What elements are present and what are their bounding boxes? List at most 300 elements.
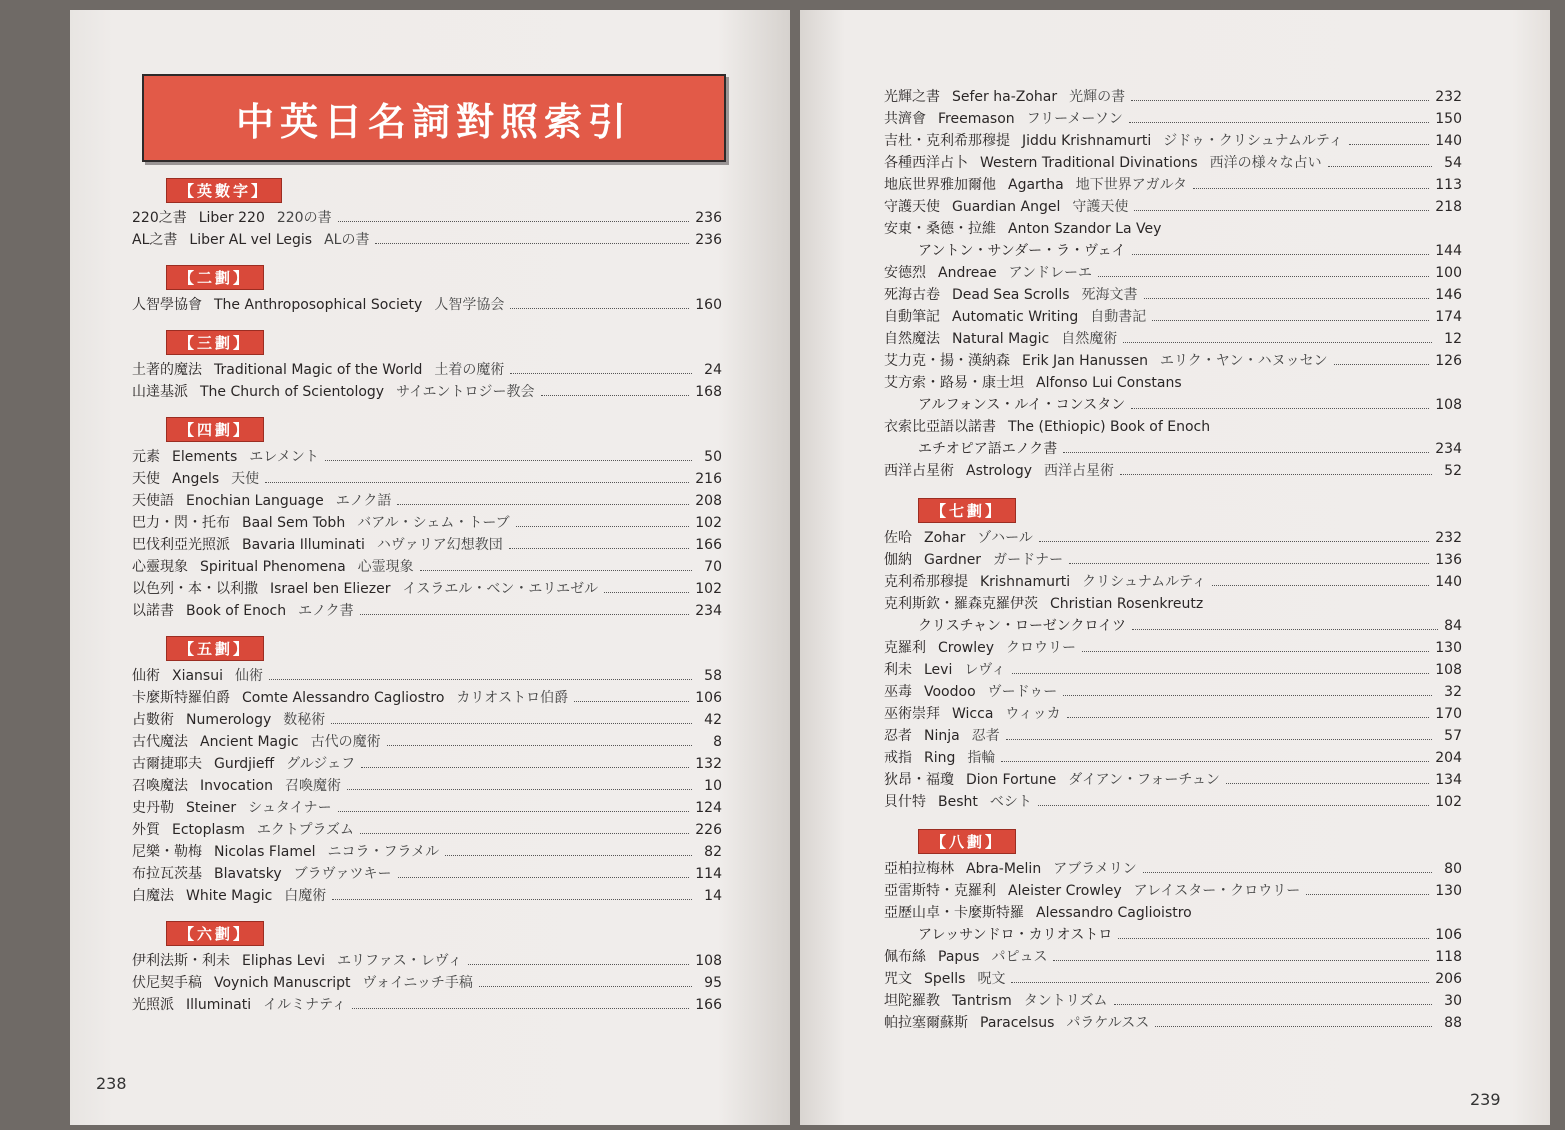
entry-english: Xiansui <box>172 668 223 684</box>
entry-english: Abra-Melin <box>966 861 1042 877</box>
section-heading <box>166 265 722 290</box>
index-entry <box>884 306 1462 328</box>
index-entry <box>132 578 722 600</box>
dot-leader <box>516 526 690 527</box>
entry-page: 106 <box>695 690 722 706</box>
index-entry <box>132 468 722 490</box>
right-index-column <box>884 86 1462 1034</box>
entry-chinese: 守護天使 <box>884 199 940 215</box>
entry-japanese: 地下世界アガルタ <box>1075 177 1188 193</box>
entry-page: 8 <box>713 734 722 750</box>
entry-japanese: 召喚魔術 <box>284 778 341 794</box>
entry-english: Book of Enoch <box>186 603 287 619</box>
section-heading <box>166 921 722 946</box>
index-entry <box>884 196 1462 218</box>
dot-leader <box>269 679 692 680</box>
entry-page: 146 <box>1435 287 1462 303</box>
entry-japanese: 数秘術 <box>283 712 326 728</box>
index-entry <box>884 108 1462 130</box>
entry-chinese: 光照派 <box>132 997 174 1013</box>
entry-english: Freemason <box>938 111 1015 127</box>
dot-leader <box>479 986 692 987</box>
entry-chinese: 衣索比亞語以諾書 <box>884 419 996 435</box>
index-entry <box>132 775 722 797</box>
entry-chinese: 以諾書 <box>132 603 174 619</box>
index-section <box>884 829 1462 1034</box>
entry-english: Spiritual Phenomena <box>200 559 346 575</box>
index-entry <box>884 218 1462 240</box>
index-entry <box>132 490 722 512</box>
entry-chinese: 艾力克・揚・漢納森 <box>884 353 1010 369</box>
index-section <box>132 265 722 316</box>
entry-chinese: 伊利法斯・利未 <box>132 953 230 969</box>
index-entry-continuation <box>884 615 1462 637</box>
entry-chinese: 地底世界雅加爾他 <box>884 177 996 193</box>
entry-japanese: バアル・シェム・トーブ <box>357 515 510 531</box>
dot-leader <box>1132 254 1430 255</box>
entry-chinese: 克羅利 <box>884 640 926 656</box>
dot-leader <box>541 395 690 396</box>
entry-japanese: エノク語 <box>335 493 392 509</box>
entry-japanese: 守護天使 <box>1072 199 1129 215</box>
index-entry <box>132 972 722 994</box>
entry-chinese: 戒指 <box>884 750 912 766</box>
section-heading <box>166 636 722 661</box>
entry-japanese: イルミナティ <box>263 997 347 1013</box>
entry-english: Besht <box>938 794 978 810</box>
section-label: 【二劃】 <box>166 265 264 290</box>
entry-page: 144 <box>1435 243 1462 259</box>
page-title: 中英日名詞對照索引 <box>235 99 632 144</box>
section-label: 【英數字】 <box>166 178 282 203</box>
index-entry <box>884 527 1462 549</box>
entry-chinese: 占數術 <box>132 712 174 728</box>
section-label: 【四劃】 <box>166 417 264 442</box>
entry-page: 166 <box>695 537 722 553</box>
dot-leader <box>397 504 689 505</box>
section-label: 【三劃】 <box>166 330 264 355</box>
index-entry <box>884 571 1462 593</box>
dot-leader <box>1039 541 1429 542</box>
entry-english: Liber 220 <box>198 210 265 226</box>
entry-page: 206 <box>1435 971 1462 987</box>
entry-chinese: 布拉瓦茨基 <box>132 866 202 882</box>
index-entry-continuation <box>884 438 1462 460</box>
entry-japanese: サイエントロジー教会 <box>396 384 535 400</box>
entry-japanese: イスラエル・ベン・エリエゼル <box>402 581 599 597</box>
entry-japanese: エチオピア語エノク書 <box>918 441 1058 457</box>
index-entry <box>884 990 1462 1012</box>
entry-japanese: 220の書 <box>276 210 332 226</box>
entry-chinese: 艾方索・路易・康士坦 <box>884 375 1024 391</box>
entry-english: Elements <box>172 449 238 465</box>
entry-chinese: 狄昂・福瓊 <box>884 772 954 788</box>
entry-chinese: 安德烈 <box>884 265 926 281</box>
index-entry <box>132 797 722 819</box>
dot-leader <box>265 482 689 483</box>
entry-chinese: 吉杜・克利希那穆提 <box>884 133 1010 149</box>
entry-chinese: 人智學協會 <box>132 297 202 313</box>
entry-english: Aleister Crowley <box>1008 883 1122 899</box>
entry-chinese: 光輝之書 <box>884 89 940 105</box>
index-entry <box>884 703 1462 725</box>
entry-chinese: 自然魔法 <box>884 331 940 347</box>
entry-japanese: ジドゥ・クリシュナムルティ <box>1163 133 1343 149</box>
entry-japanese: 天使 <box>231 471 260 487</box>
entry-english: Jiddu Krishnamurti <box>1022 133 1152 149</box>
entry-english: Astrology <box>966 463 1033 479</box>
entry-japanese: 人智学協会 <box>434 297 505 313</box>
index-entry <box>884 1012 1462 1034</box>
entry-chinese: 外質 <box>132 822 160 838</box>
entry-chinese: 220之書 <box>132 210 187 226</box>
section-heading <box>166 417 722 442</box>
entry-japanese: ハヴァリア幻想教団 <box>376 537 503 553</box>
entry-japanese: 呪文 <box>977 971 1006 987</box>
index-entry <box>884 328 1462 350</box>
dot-leader <box>509 548 690 549</box>
index-entry <box>884 86 1462 108</box>
entry-page: 232 <box>1435 530 1462 546</box>
dot-leader <box>468 964 689 965</box>
index-entry <box>132 819 722 841</box>
entry-page: 95 <box>704 975 722 991</box>
entry-japanese: フリーメーソン <box>1026 111 1123 127</box>
dot-leader <box>604 592 689 593</box>
index-entry <box>884 946 1462 968</box>
entry-english: Erik Jan Hanussen <box>1022 353 1149 369</box>
entry-page: 130 <box>1435 640 1462 656</box>
entry-japanese: パラケルスス <box>1066 1015 1150 1031</box>
entry-japanese: ニコラ・フラメル <box>327 844 440 860</box>
index-entry <box>884 902 1462 924</box>
entry-english: The Church of Scientology <box>200 384 385 400</box>
entry-japanese: ガードナー <box>993 552 1064 568</box>
entry-page: 118 <box>1435 949 1462 965</box>
entry-english: Christian Rosenkreutz <box>1050 596 1204 612</box>
entry-japanese: アレッサンドロ・カリオストロ <box>918 927 1113 943</box>
entry-english: Dead Sea Scrolls <box>952 287 1070 303</box>
entry-japanese: ブラヴァツキー <box>293 866 392 882</box>
index-entry <box>884 284 1462 306</box>
entry-english: Comte Alessandro Cagliostro <box>242 690 445 706</box>
entry-chinese: 天使語 <box>132 493 174 509</box>
entry-japanese: 自動書記 <box>1090 309 1147 325</box>
entry-english: Numerology <box>186 712 272 728</box>
entry-chinese: 以色列・本・以利撒 <box>132 581 258 597</box>
entry-page: 226 <box>695 822 722 838</box>
index-entry <box>132 556 722 578</box>
section-label: 【七劃】 <box>918 498 1016 523</box>
entry-english: Levi <box>924 662 953 678</box>
entry-chinese: 忍者 <box>884 728 912 744</box>
entry-english: Paracelsus <box>980 1015 1055 1031</box>
index-entry <box>884 372 1462 394</box>
index-entry <box>132 863 722 885</box>
entry-page: 134 <box>1435 772 1462 788</box>
entry-page: 80 <box>1444 861 1462 877</box>
entry-chinese: 尼樂・勒梅 <box>132 844 202 860</box>
entry-chinese: 土著的魔法 <box>132 362 202 378</box>
entry-japanese: クロウリー <box>1006 640 1077 656</box>
entry-page: 170 <box>1435 706 1462 722</box>
dot-leader <box>398 877 690 878</box>
entry-page: 132 <box>695 756 722 772</box>
index-entry <box>884 725 1462 747</box>
dot-leader <box>1012 673 1430 674</box>
dot-leader <box>338 811 690 812</box>
entry-page: 236 <box>695 232 722 248</box>
dot-leader <box>1132 629 1438 630</box>
index-entry <box>884 791 1462 813</box>
entry-japanese: アレイスター・クロウリー <box>1133 883 1301 899</box>
entry-chinese: 西洋占星術 <box>884 463 954 479</box>
dot-leader <box>331 723 692 724</box>
entry-english: Steiner <box>186 800 237 816</box>
entry-page: 150 <box>1435 111 1462 127</box>
entry-page: 102 <box>695 515 722 531</box>
entry-japanese: アブラメリン <box>1053 861 1137 877</box>
entry-english: Baal Sem Tobh <box>242 515 346 531</box>
entry-japanese: 白魔術 <box>284 888 327 904</box>
entry-japanese: ALの書 <box>324 232 370 248</box>
entry-english: Spells <box>924 971 966 987</box>
entry-japanese: ベシト <box>989 794 1032 810</box>
entry-english: Anton Szandor La Vey <box>1008 221 1162 237</box>
entry-english: Nicolas Flamel <box>214 844 316 860</box>
entry-english: Voodoo <box>924 684 976 700</box>
entry-english: Natural Magic <box>952 331 1050 347</box>
entry-chinese: 亞歷山卓・卡麼斯特羅 <box>884 905 1024 921</box>
entry-page: 100 <box>1435 265 1462 281</box>
index-entry <box>884 416 1462 438</box>
entry-page: 136 <box>1435 552 1462 568</box>
dot-leader <box>1144 298 1430 299</box>
entry-chinese: 共濟會 <box>884 111 926 127</box>
entry-chinese: 自動筆記 <box>884 309 940 325</box>
entry-english: Zohar <box>924 530 966 546</box>
entry-page: 166 <box>695 997 722 1013</box>
dot-leader <box>332 899 692 900</box>
entry-page: 102 <box>1435 794 1462 810</box>
entry-chinese: 召喚魔法 <box>132 778 188 794</box>
entry-english: Automatic Writing <box>952 309 1079 325</box>
dot-leader <box>1131 100 1429 101</box>
entry-english: Western Traditional Divinations <box>980 155 1198 171</box>
entry-english: Andreae <box>938 265 997 281</box>
entry-japanese: 仙術 <box>235 668 263 684</box>
right-sections <box>884 498 1462 1034</box>
entry-chinese: 白魔法 <box>132 888 174 904</box>
entry-page: 82 <box>704 844 722 860</box>
dot-leader <box>1123 342 1432 343</box>
entry-chinese: 古爾捷耶夫 <box>132 756 202 772</box>
entry-chinese: 死海古卷 <box>884 287 940 303</box>
entry-english: Gurdjieff <box>214 756 275 772</box>
entry-page: 52 <box>1444 463 1462 479</box>
dot-leader <box>360 614 690 615</box>
entry-japanese: ゾハール <box>977 530 1033 546</box>
dot-leader <box>574 701 689 702</box>
entry-english: Bavaria Illuminati <box>242 537 365 553</box>
dot-leader <box>1349 144 1429 145</box>
left-page <box>70 10 790 1125</box>
entry-chinese: 心靈現象 <box>132 559 188 575</box>
entry-chinese: 亞雷斯特・克羅利 <box>884 883 996 899</box>
index-entry <box>884 659 1462 681</box>
dot-leader <box>1129 122 1429 123</box>
entry-japanese: ヴードゥー <box>987 684 1058 700</box>
entry-japanese: 西洋占星術 <box>1044 463 1115 479</box>
dot-leader <box>1118 938 1429 939</box>
entry-page: 70 <box>704 559 722 575</box>
dot-leader <box>1131 408 1429 409</box>
index-entry <box>132 665 722 687</box>
index-section <box>132 330 722 403</box>
dot-leader <box>420 570 692 571</box>
entry-chinese: 元素 <box>132 449 160 465</box>
entry-page: 24 <box>704 362 722 378</box>
entry-english: Blavatsky <box>214 866 282 882</box>
dot-leader <box>1053 960 1429 961</box>
entry-japanese: レヴィ <box>964 662 1006 678</box>
index-entry <box>884 152 1462 174</box>
index-entry <box>884 549 1462 571</box>
entry-page: 140 <box>1435 574 1462 590</box>
entry-page: 114 <box>695 866 722 882</box>
entry-page: 84 <box>1444 618 1462 634</box>
entry-page: 236 <box>695 210 722 226</box>
entry-english: Gardner <box>924 552 982 568</box>
entry-english: Ancient Magic <box>200 734 299 750</box>
index-section-continued <box>884 86 1462 482</box>
entry-japanese: ヴォイニッチ手稿 <box>362 975 473 991</box>
entry-japanese: 古代の魔術 <box>310 734 381 750</box>
index-entry <box>132 994 722 1016</box>
entry-english: Eliphas Levi <box>242 953 326 969</box>
entry-chinese: 天使 <box>132 471 160 487</box>
dot-leader <box>1155 1026 1432 1027</box>
index-entry <box>884 350 1462 372</box>
index-entry <box>132 950 722 972</box>
index-entry <box>884 174 1462 196</box>
entry-english: White Magic <box>186 888 273 904</box>
dot-leader <box>1082 651 1429 652</box>
entry-chinese: 克利斯欽・羅森克羅伊茨 <box>884 596 1038 612</box>
section-heading <box>166 330 722 355</box>
entry-japanese: エリク・ヤン・ハヌッセン <box>1160 353 1328 369</box>
index-entry <box>132 534 722 556</box>
index-section <box>132 178 722 251</box>
entry-page: 12 <box>1444 331 1462 347</box>
entry-chinese: 山達基派 <box>132 384 188 400</box>
dot-leader <box>1063 452 1429 453</box>
index-entry-continuation <box>884 394 1462 416</box>
entry-chinese: 巴伐利亞光照派 <box>132 537 230 553</box>
dot-leader <box>1006 739 1432 740</box>
entry-page: 208 <box>695 493 722 509</box>
dot-leader <box>445 855 692 856</box>
index-entry <box>884 747 1462 769</box>
dot-leader <box>1143 872 1432 873</box>
dot-leader <box>1120 474 1432 475</box>
entry-japanese: クリスチャン・ローゼンクロイツ <box>918 618 1127 634</box>
entry-chinese: 咒文 <box>884 971 912 987</box>
index-entry <box>884 968 1462 990</box>
entry-japanese: アンドレーエ <box>1008 265 1093 281</box>
entry-japanese: 西洋の様々な占い <box>1209 155 1322 171</box>
entry-chinese: 古代魔法 <box>132 734 188 750</box>
index-section <box>884 498 1462 813</box>
dot-leader <box>338 221 690 222</box>
entry-japanese: 自然魔術 <box>1061 331 1118 347</box>
entry-japanese: 土着の魔術 <box>434 362 505 378</box>
entry-english: Israel ben Eliezer <box>270 581 391 597</box>
entry-page: 30 <box>1444 993 1462 1009</box>
section-label: 【八劃】 <box>918 829 1016 854</box>
index-entry <box>884 460 1462 482</box>
entry-page: 57 <box>1444 728 1462 744</box>
entry-chinese: 史丹勒 <box>132 800 174 816</box>
index-entry <box>884 858 1462 880</box>
index-entry <box>884 593 1462 615</box>
entry-english: Alfonso Lui Constans <box>1036 375 1182 391</box>
entry-japanese: アルフォンス・ルイ・コンスタン <box>918 397 1126 413</box>
index-entry <box>132 512 722 534</box>
entry-english: Ninja <box>924 728 960 744</box>
dot-leader <box>1152 320 1429 321</box>
entry-japanese: エクトプラズム <box>256 822 355 838</box>
entry-english: Liber AL vel Legis <box>189 232 313 248</box>
entry-page: 106 <box>1435 927 1462 943</box>
entry-japanese: 忍者 <box>971 728 1000 744</box>
dot-leader <box>1226 783 1429 784</box>
entry-chinese: 伽納 <box>884 552 912 568</box>
index-entry <box>132 600 722 622</box>
entry-chinese: 各種西洋占卜 <box>884 155 968 171</box>
entry-english: Angels <box>172 471 220 487</box>
entry-japanese: アントン・サンダー・ラ・ヴェイ <box>918 243 1126 259</box>
entry-chinese: AL之書 <box>132 232 178 248</box>
index-entry <box>884 769 1462 791</box>
index-entry <box>884 262 1462 284</box>
entry-page: 108 <box>1435 397 1462 413</box>
index-entry-continuation <box>884 240 1462 262</box>
entry-english: Wicca <box>952 706 994 722</box>
entry-page: 32 <box>1444 684 1462 700</box>
entry-english: The Anthroposophical Society <box>214 297 423 313</box>
dot-leader <box>1001 761 1429 762</box>
entry-chinese: 克利希那穆提 <box>884 574 968 590</box>
dot-leader <box>387 745 692 746</box>
index-entry-continuation <box>884 924 1462 946</box>
dot-leader <box>325 460 692 461</box>
entry-english: Papus <box>938 949 980 965</box>
index-entry <box>884 637 1462 659</box>
entry-chinese: 佐哈 <box>884 530 912 546</box>
dot-leader <box>1328 166 1432 167</box>
entry-chinese: 安東・桑德・拉維 <box>884 221 996 237</box>
entry-page: 218 <box>1435 199 1462 215</box>
dot-leader <box>1011 982 1429 983</box>
entry-page: 204 <box>1435 750 1462 766</box>
index-entry <box>132 294 722 316</box>
dot-leader <box>1063 695 1432 696</box>
entry-chinese: 亞柏拉梅林 <box>884 861 954 877</box>
dot-leader <box>510 373 692 374</box>
index-entry <box>132 359 722 381</box>
entry-chinese: 卡麼斯特羅伯爵 <box>132 690 230 706</box>
